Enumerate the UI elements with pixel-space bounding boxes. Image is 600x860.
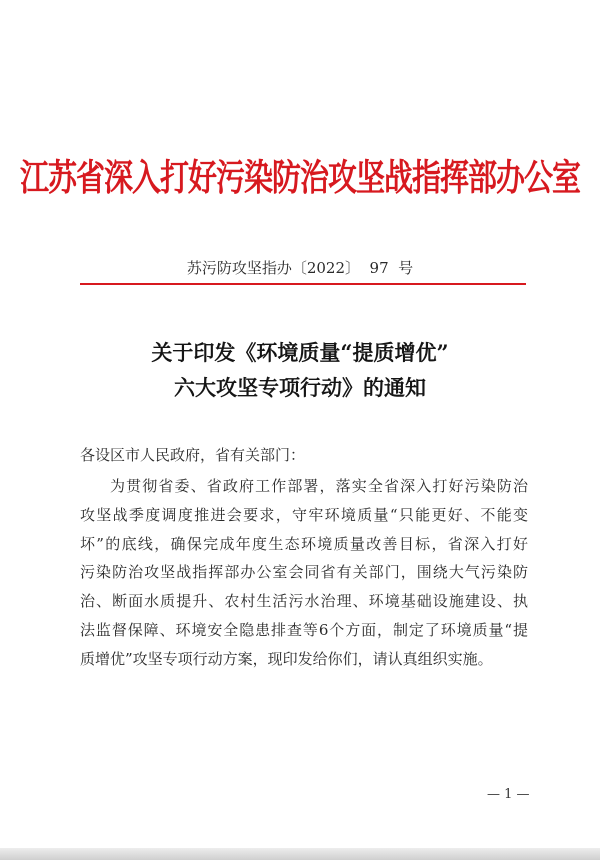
notice-title-line-1: 关于印发《环境质量“提质增优” bbox=[151, 340, 449, 365]
page-bottom-edge bbox=[0, 848, 600, 860]
red-divider-line bbox=[80, 283, 526, 285]
body-line: 质增优”攻坚专项行动方案，现印发给你们，请认真组织实施。 bbox=[80, 649, 493, 668]
page-number: — 1 — bbox=[487, 787, 530, 802]
body-line: 法监督保障、环境安全隐患排查等6个方面，制定了环境质量“提 bbox=[80, 620, 528, 639]
document-number: 苏污防攻坚指办〔2022〕 97 号 bbox=[186, 259, 414, 277]
salutation: 各设区市人民政府，省有关部门： bbox=[80, 446, 306, 464]
body-paragraph bbox=[80, 472, 528, 674]
body-line: 污染防治攻坚战指挥部办公室会同省有关部门，围绕大气污染防 bbox=[80, 563, 528, 582]
body-line: 为贯彻省委、省政府工作部署，落实全省深入打好污染防治 bbox=[110, 477, 528, 495]
body-line: 攻坚战季度调度推进会要求，守牢环境质量“只能更好、不能变 bbox=[80, 505, 528, 524]
notice-title-line-2: 六大攻坚专项行动》的通知 bbox=[174, 375, 426, 400]
body-line: 坏”的底线，确保完成年度生态环境质量改善目标，省深入打好 bbox=[80, 534, 528, 553]
issuer-header: 江苏省深入打好污染防治攻坚战指挥部办公室 bbox=[19, 156, 580, 199]
body-line: 治、断面水质提升、农村生活污水治理、环境基础设施建设、执 bbox=[80, 592, 528, 611]
